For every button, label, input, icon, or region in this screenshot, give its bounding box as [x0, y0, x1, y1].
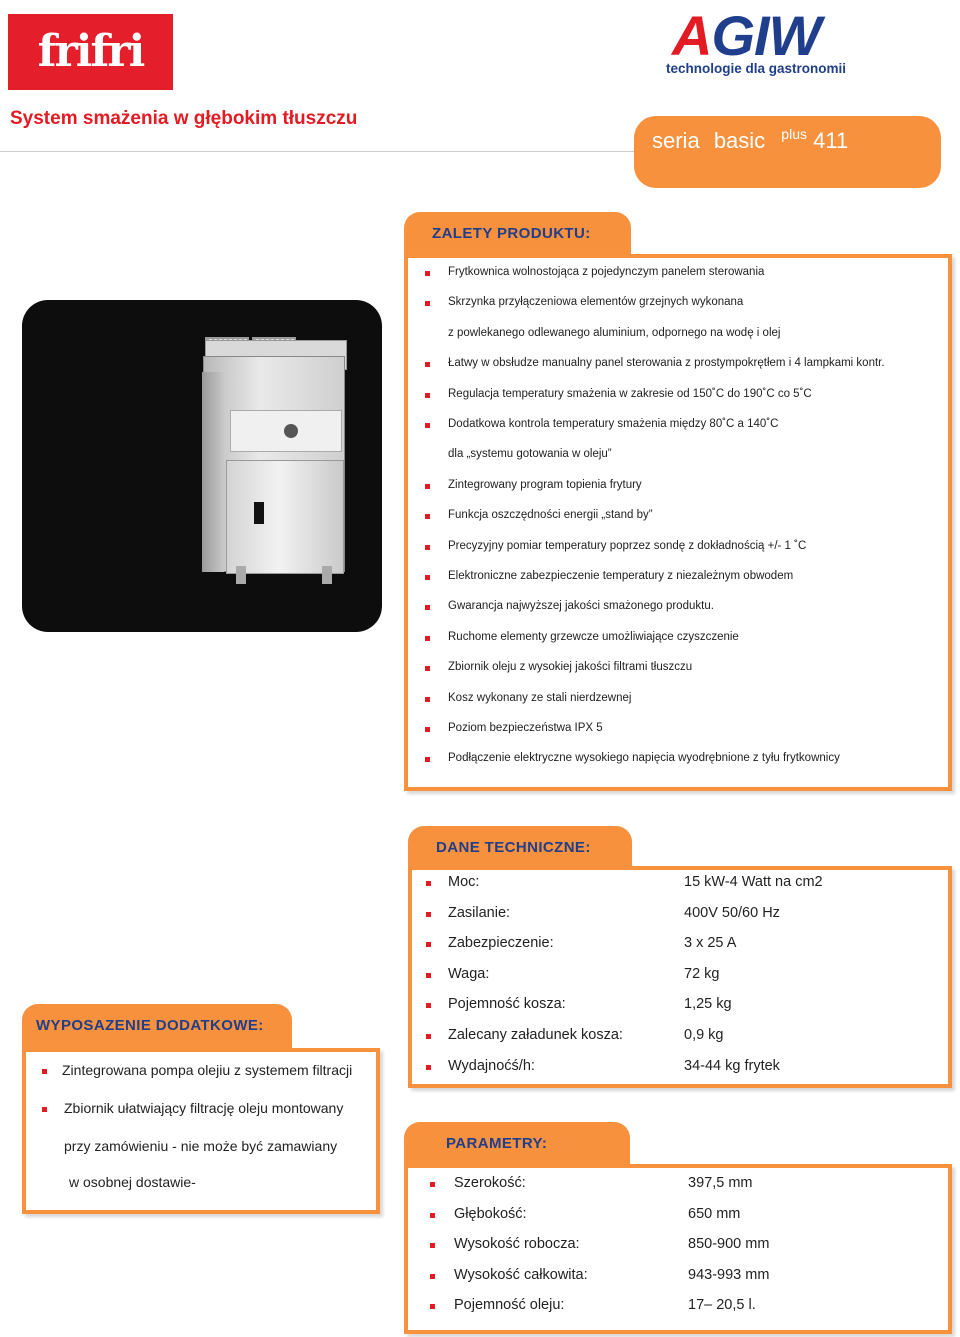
wyposazenie-item: przy zamówieniu - nie może być zamawiany — [64, 1138, 338, 1154]
bullet-icon — [426, 1065, 431, 1070]
zalety-item: Kosz wykonany ze stali nierdzewnej — [448, 692, 632, 704]
series-text — [652, 126, 848, 154]
zalety-heading: ZALETY PRODUKTU: — [404, 212, 631, 256]
parametry-value: 650 mm — [688, 1206, 741, 1222]
wyposazenie-item: w osobnej dostawie- — [69, 1174, 196, 1190]
frifri-logo-text: frifri — [37, 26, 144, 77]
bullet-icon — [42, 1107, 47, 1112]
bullet-icon — [425, 545, 430, 550]
zalety-item: Zintegrowany program topienia frytury — [448, 479, 642, 491]
zalety-item: Precyzyjny pomiar temperatury poprzez sondę z dokładnością +/- 1 ˚C — [448, 540, 807, 552]
dane-label: Moc: — [448, 874, 480, 890]
bullet-icon — [425, 301, 430, 306]
page-title: System smażenia w głębokim tłuszczu — [10, 108, 358, 129]
bullet-icon — [425, 697, 430, 702]
fryer-door — [226, 460, 344, 574]
zalety-item: dla „systemu gotowania w oleju” — [448, 448, 612, 460]
bullet-icon — [425, 484, 430, 489]
bullet-icon — [425, 514, 430, 519]
zalety-item: Gwarancja najwyższej jakości smażonego produktu. — [448, 600, 714, 612]
parametry-label: Głębokość: — [454, 1206, 527, 1222]
dane-value: 34-44 kg frytek — [684, 1058, 780, 1074]
dane-value: 1,25 kg — [684, 996, 732, 1012]
series-number: 411 — [813, 128, 849, 153]
title-divider — [0, 151, 640, 152]
fryer-leg — [322, 566, 332, 584]
bullet-icon — [425, 636, 430, 641]
zalety-item: z powlekanego odlewanego aluminium, odpornego na wodę i olej — [448, 327, 781, 339]
zalety-item: Funkcja oszczędności energii „stand by” — [448, 509, 653, 521]
parametry-label: Wysokość robocza: — [454, 1236, 580, 1252]
bullet-icon — [425, 362, 430, 367]
dane-value: 72 kg — [684, 966, 720, 982]
bullet-icon — [426, 881, 431, 886]
series-word2: basic — [713, 128, 766, 153]
bullet-icon — [430, 1274, 435, 1279]
dane-value: 400V 50/60 Hz — [684, 905, 780, 921]
dane-heading: DANE TECHNICZNE: — [408, 826, 632, 870]
bullet-icon — [430, 1304, 435, 1309]
parametry-label: Szerokość: — [454, 1175, 526, 1191]
bullet-icon — [425, 393, 430, 398]
bullet-icon — [430, 1182, 435, 1187]
dane-label: Wydajnoćś/h: — [448, 1058, 535, 1074]
zalety-item: Regulacja temperatury smażenia w zakresie od 150˚C do 190˚C co 5˚C — [448, 388, 812, 400]
bullet-icon — [425, 757, 430, 762]
dane-value: 15 kW-4 Watt na cm2 — [684, 874, 823, 890]
series-badge — [634, 116, 941, 188]
parametry-value: 943-993 mm — [688, 1267, 770, 1283]
zalety-item: Ruchome elementy grzewcze umożliwiające czyszczenie — [448, 631, 739, 643]
bullet-icon — [426, 942, 431, 947]
fryer-leg — [236, 566, 246, 584]
wyposazenie-item: Zintegrowana pompa olejiu z systemem filtracji — [62, 1062, 353, 1078]
dane-label: Zalecany załadunek kosza: — [448, 1027, 623, 1043]
zalety-item: Poziom bezpieczeństwa IPX 5 — [448, 722, 603, 734]
zalety-item: Zbiornik oleju z wysokiej jakości filtrami tłuszczu — [448, 661, 693, 673]
bullet-icon — [425, 666, 430, 671]
dane-value: 3 x 25 A — [684, 935, 737, 951]
series-sup: plus — [781, 126, 807, 142]
bullet-icon — [425, 423, 430, 428]
bullet-icon — [425, 271, 430, 276]
dane-value: 0,9 kg — [684, 1027, 724, 1043]
dane-label: Zabezpieczenie: — [448, 935, 554, 951]
zalety-item: Frytkownica wolnostojąca z pojedynczym panelem sterowania — [448, 266, 765, 278]
wyposazenie-item: Zbiornik ułatwiający filtrację oleju montowany — [64, 1100, 344, 1116]
zalety-item: Elektroniczne zabezpieczenie temperatury z niezależnym obwodem — [448, 570, 794, 582]
fryer-knob — [284, 424, 298, 438]
bullet-icon — [425, 727, 430, 732]
bullet-icon — [426, 1003, 431, 1008]
agiw-logo — [664, 6, 894, 80]
parametry-value: 17– 20,5 l. — [688, 1297, 756, 1313]
bullet-icon — [425, 605, 430, 610]
parametry-value: 397,5 mm — [688, 1175, 753, 1191]
series-word1: seria — [652, 128, 700, 153]
fryer-side — [202, 372, 224, 572]
bullet-icon — [426, 973, 431, 978]
bullet-icon — [426, 1034, 431, 1039]
dane-panel — [408, 866, 952, 1088]
bullet-icon — [425, 575, 430, 580]
parametry-value: 850-900 mm — [688, 1236, 770, 1252]
dane-label: Zasilanie: — [448, 905, 511, 921]
parametry-heading: PARAMETRY: — [404, 1122, 630, 1166]
bullet-icon — [42, 1069, 47, 1074]
zalety-item: Łatwy w obsłudze manualny panel sterowania z prostympokrętłem i 4 lampkami kontr. — [448, 357, 885, 369]
bullet-icon — [426, 912, 431, 917]
zalety-item: Podłączenie elektryczne wysokiego napięcia wyodrębnione z tyłu frytkownicy — [448, 752, 840, 764]
agiw-logo-letters: AGIW — [672, 4, 821, 67]
dane-label: Pojemność kosza: — [448, 996, 566, 1012]
bullet-icon — [430, 1213, 435, 1218]
wyposazenie-heading: WYPOSAZENIE DODATKOWE: — [22, 1004, 292, 1048]
dane-label: Waga: — [448, 966, 490, 982]
bullet-icon — [430, 1243, 435, 1248]
agiw-tagline: technologie dla gastronomii — [666, 61, 847, 76]
frifri-logo — [8, 14, 173, 90]
zalety-item: Dodatkowa kontrola temperatury smażenia między 80˚C a 140˚C — [448, 418, 779, 430]
zalety-item: Skrzynka przyłączeniowa elementów grzejnych wykonana — [448, 296, 744, 308]
fryer-handle — [254, 502, 264, 524]
parametry-label: Pojemność oleju: — [454, 1297, 565, 1313]
parametry-label: Wysokość całkowita: — [454, 1267, 588, 1283]
